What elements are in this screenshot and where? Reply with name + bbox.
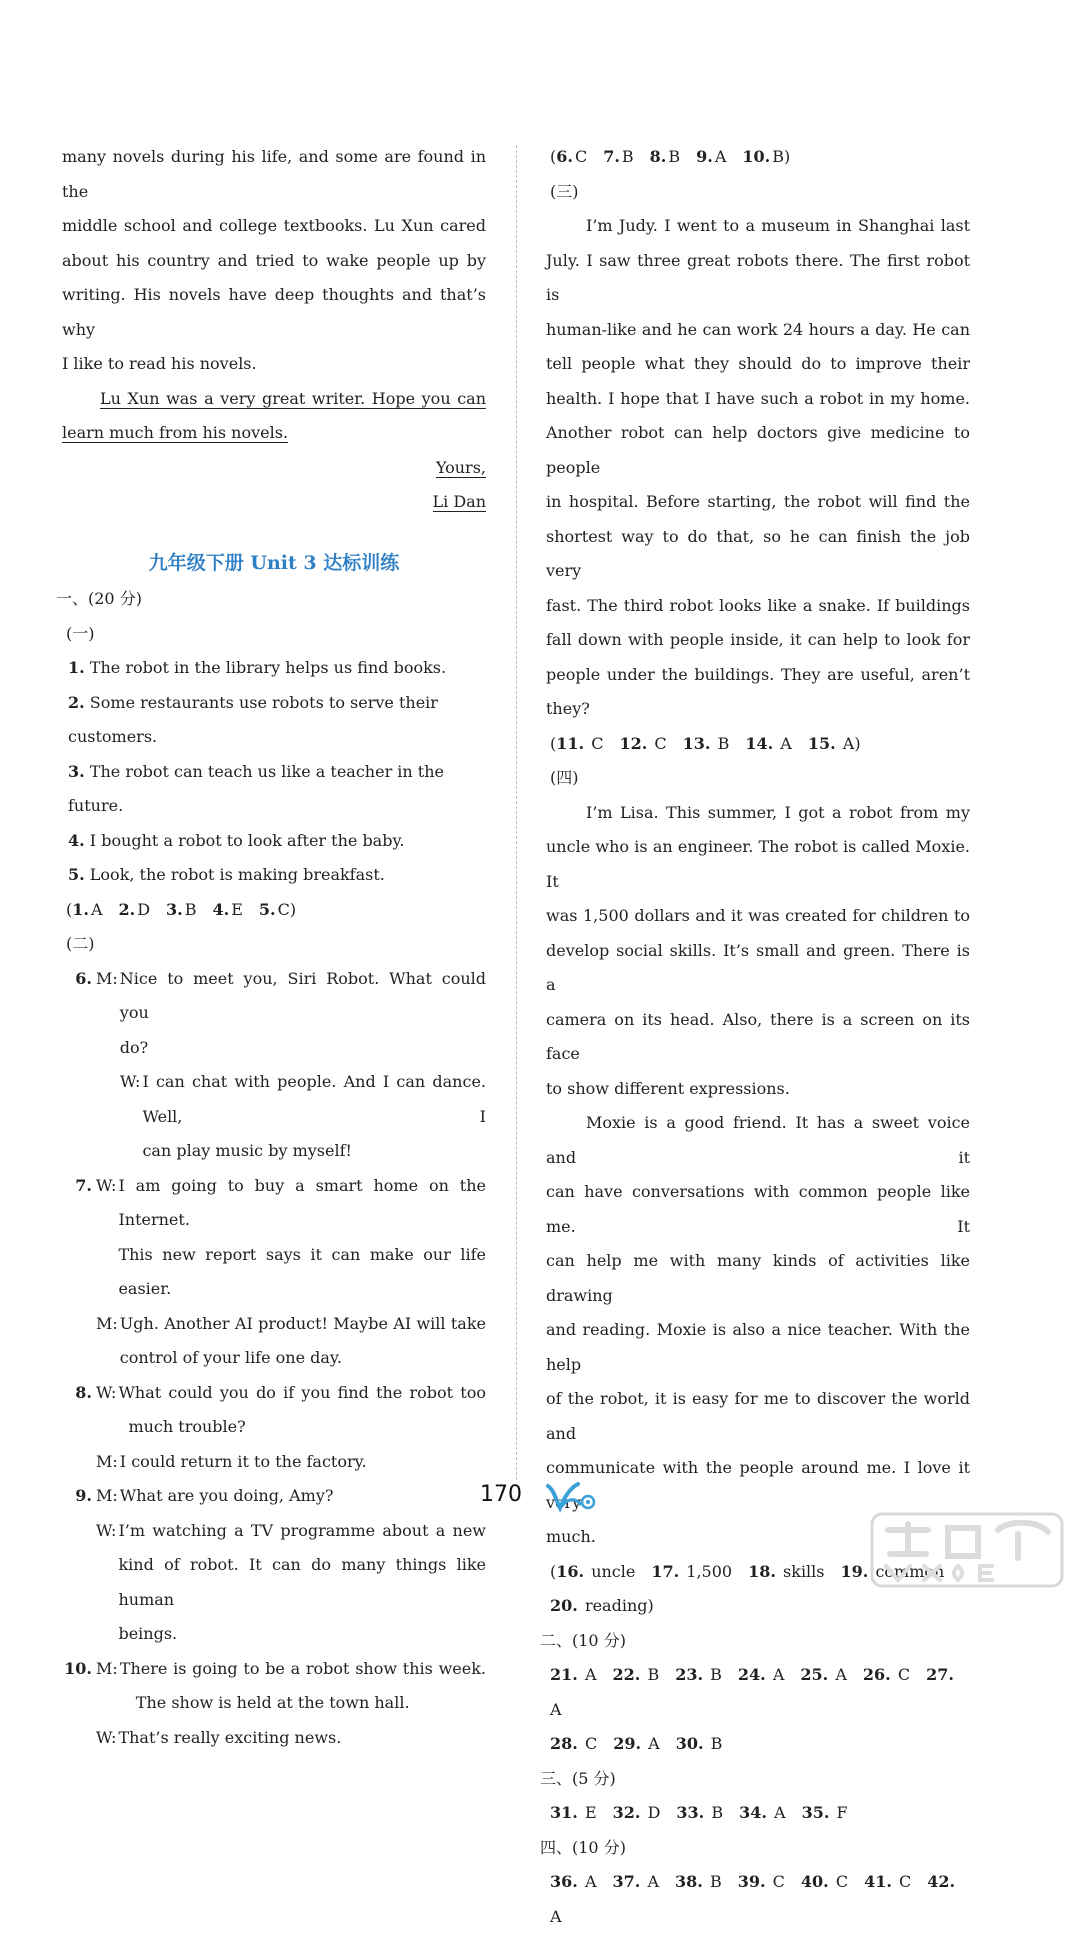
passage-line: much.: [546, 1527, 596, 1546]
watermark-icon: [868, 1510, 1068, 1594]
passage-line: fall down with people inside, it can help to look for: [546, 630, 970, 649]
dialogue-line: kind of robot. It can do many things like human: [118, 1555, 486, 1609]
passage-line: tell people what they should do to improve their: [546, 354, 970, 373]
listening-sentence: 1. The robot in the library helps us find books.: [68, 658, 447, 677]
answer-key-11-15: (11. C 12. C 13. B 14. A 15. A): [550, 733, 861, 753]
dialogue-line: W: I’m watching a TV programme about a new: [96, 1520, 486, 1540]
answer-key-6-10: (6. C 7. B 8. B 9. A 10. B): [550, 147, 791, 166]
underlined-line: learn much from his novels.: [62, 423, 289, 442]
signature: Li Dan: [432, 492, 486, 511]
dialogue-line: can play music by myself!: [142, 1141, 352, 1160]
answer-key-20: 20. reading): [550, 1596, 654, 1615]
passage-line: I’m Judy. I went to a museum in Shanghai last: [586, 216, 970, 235]
right-column: [540, 140, 970, 1934]
passage-line: Moxie is a good friend. It has a sweet voice and it: [546, 1113, 970, 1167]
dialogue-line: W: I can chat with people. And I can dance. Well, I: [120, 1072, 486, 1126]
dialogue-line: do?: [119, 1037, 149, 1057]
dialogue-line: much trouble?: [128, 1417, 246, 1436]
passage-line: can have conversations with common people like me. It: [546, 1182, 970, 1236]
letter-line: writing. His novels have deep thoughts and that’s why: [62, 285, 486, 339]
part2-heading: 二、(10 分): [540, 1630, 626, 1650]
passage-line: develop social skills. It’s small and green. There is a: [546, 940, 970, 994]
answer-key-36-42: 36. A 37. A 38. B 39. C 40. C 41. C 42. A: [550, 1872, 956, 1926]
passage-line: I’m Lisa. This summer, I got a robot from my: [586, 802, 970, 822]
passage-line: July. I saw three great robots there. The first robot is: [546, 250, 970, 304]
dialogue-line: 8. W: What could you do if you find the robot too: [75, 1382, 486, 1402]
letter-line: middle school and college textbooks. Lu Xun cared: [62, 216, 486, 235]
sub3-heading: (三): [550, 181, 579, 201]
passage-line: of the robot, it is easy for me to discover the world and: [546, 1389, 970, 1443]
passage-line: people under the buildings. They are useful, aren’t: [546, 664, 970, 684]
swirl-logo-icon: [542, 1480, 598, 1518]
listening-sentence: 3. The robot can teach us like a teacher in the future.: [68, 761, 445, 815]
passage-line: camera on its head. Also, there is a screen on its face: [546, 1009, 970, 1063]
part4-heading: 四、(10 分): [540, 1837, 626, 1857]
dialogue-line: 10. M: There is going to be a robot show this week.: [64, 1658, 486, 1678]
passage-line: communicate with the people around me. I love it very: [546, 1458, 970, 1512]
listening-sentence: 2. Some restaurants use robots to serve their customers.: [68, 692, 438, 746]
sub1-heading: (一): [66, 623, 95, 643]
passage-line: in hospital. Before starting, the robot will find the: [546, 492, 970, 511]
dialogue-line: control of your life one day.: [119, 1348, 342, 1367]
passage-line: to show different expressions.: [546, 1078, 790, 1098]
listening-sentence: 5. Look, the robot is making breakfast.: [68, 865, 385, 884]
listening-sentence: 4. I bought a robot to look after the baby.: [68, 830, 405, 850]
passage-line: Another robot can help doctors give medicine to people: [546, 423, 970, 477]
passage-line: and reading. Moxie is also a nice teacher. With the help: [546, 1320, 970, 1374]
left-column: [56, 140, 486, 1755]
underlined-line: Lu Xun was a very great writer. Hope you can: [100, 388, 486, 408]
dialogue-line: 9. M: What are you doing, Amy?: [75, 1486, 334, 1505]
answer-key-31-35: 31. E 32. D 33. B 34. A 35. F: [550, 1803, 848, 1822]
passage-line: health. I hope that I have such a robot in my home.: [546, 388, 970, 408]
sub2-heading: (二): [66, 934, 95, 953]
letter-line: I like to read his novels.: [62, 354, 257, 373]
passage-line: was 1,500 dollars and it was created for children to: [546, 906, 970, 925]
section-title: 九年级下册 Unit 3 达标训练: [148, 551, 400, 574]
passage-line: human-like and he can work 24 hours a day. He can: [546, 319, 970, 339]
passage-line: shortest way to do that, so he can finish the job very: [546, 526, 970, 580]
passage-line: fast. The third robot looks like a snake. If buildings: [546, 595, 970, 615]
passage-line: they?: [546, 699, 590, 718]
dialogue-line: M: Ugh. Another AI product! Maybe AI will take: [96, 1313, 486, 1333]
passage-line: can help me with many kinds of activities like drawing: [546, 1251, 970, 1305]
dialogue-line: 7. W: I am going to buy a smart home on the Internet.: [75, 1175, 486, 1229]
dialogue-line: beings.: [118, 1624, 178, 1643]
dialogue-line: M: I could return it to the factory.: [96, 1451, 367, 1471]
sub4-heading: (四): [550, 768, 579, 787]
letter-line: many novels during his life, and some are found in the: [62, 147, 486, 201]
answer-key-16-19: (16. uncle 17. 1,500 18. skills 19. common: [550, 1561, 945, 1581]
dialogue-line: The show is held at the town hall.: [135, 1693, 410, 1712]
dialogue-line: W: That’s really exciting news.: [96, 1727, 342, 1747]
answer-key-28-30: 28. C 29. A 30. B: [550, 1734, 723, 1753]
part1-heading: 一、(20 分): [56, 589, 142, 608]
passage-line: uncle who is an engineer. The robot is called Moxie. It: [546, 837, 970, 891]
answer-key-21-27: 21. A 22. B 23. B 24. A 25. A 26. C 27. A: [550, 1665, 954, 1719]
column-divider: [516, 145, 517, 1480]
page-number: 170: [480, 1482, 522, 1507]
letter-line: about his country and tried to wake people up by: [62, 250, 486, 270]
dialogue-line: 6. M: Nice to meet you, Siri Robot. What could you: [75, 968, 486, 1022]
dialogue-line: This new report says it can make our life easier.: [118, 1244, 486, 1298]
signoff: Yours,: [435, 457, 486, 477]
part3-heading: 三、(5 分): [540, 1768, 616, 1788]
answer-key-1-5: (1. A 2. D 3. B 4. E 5. C): [66, 899, 297, 919]
